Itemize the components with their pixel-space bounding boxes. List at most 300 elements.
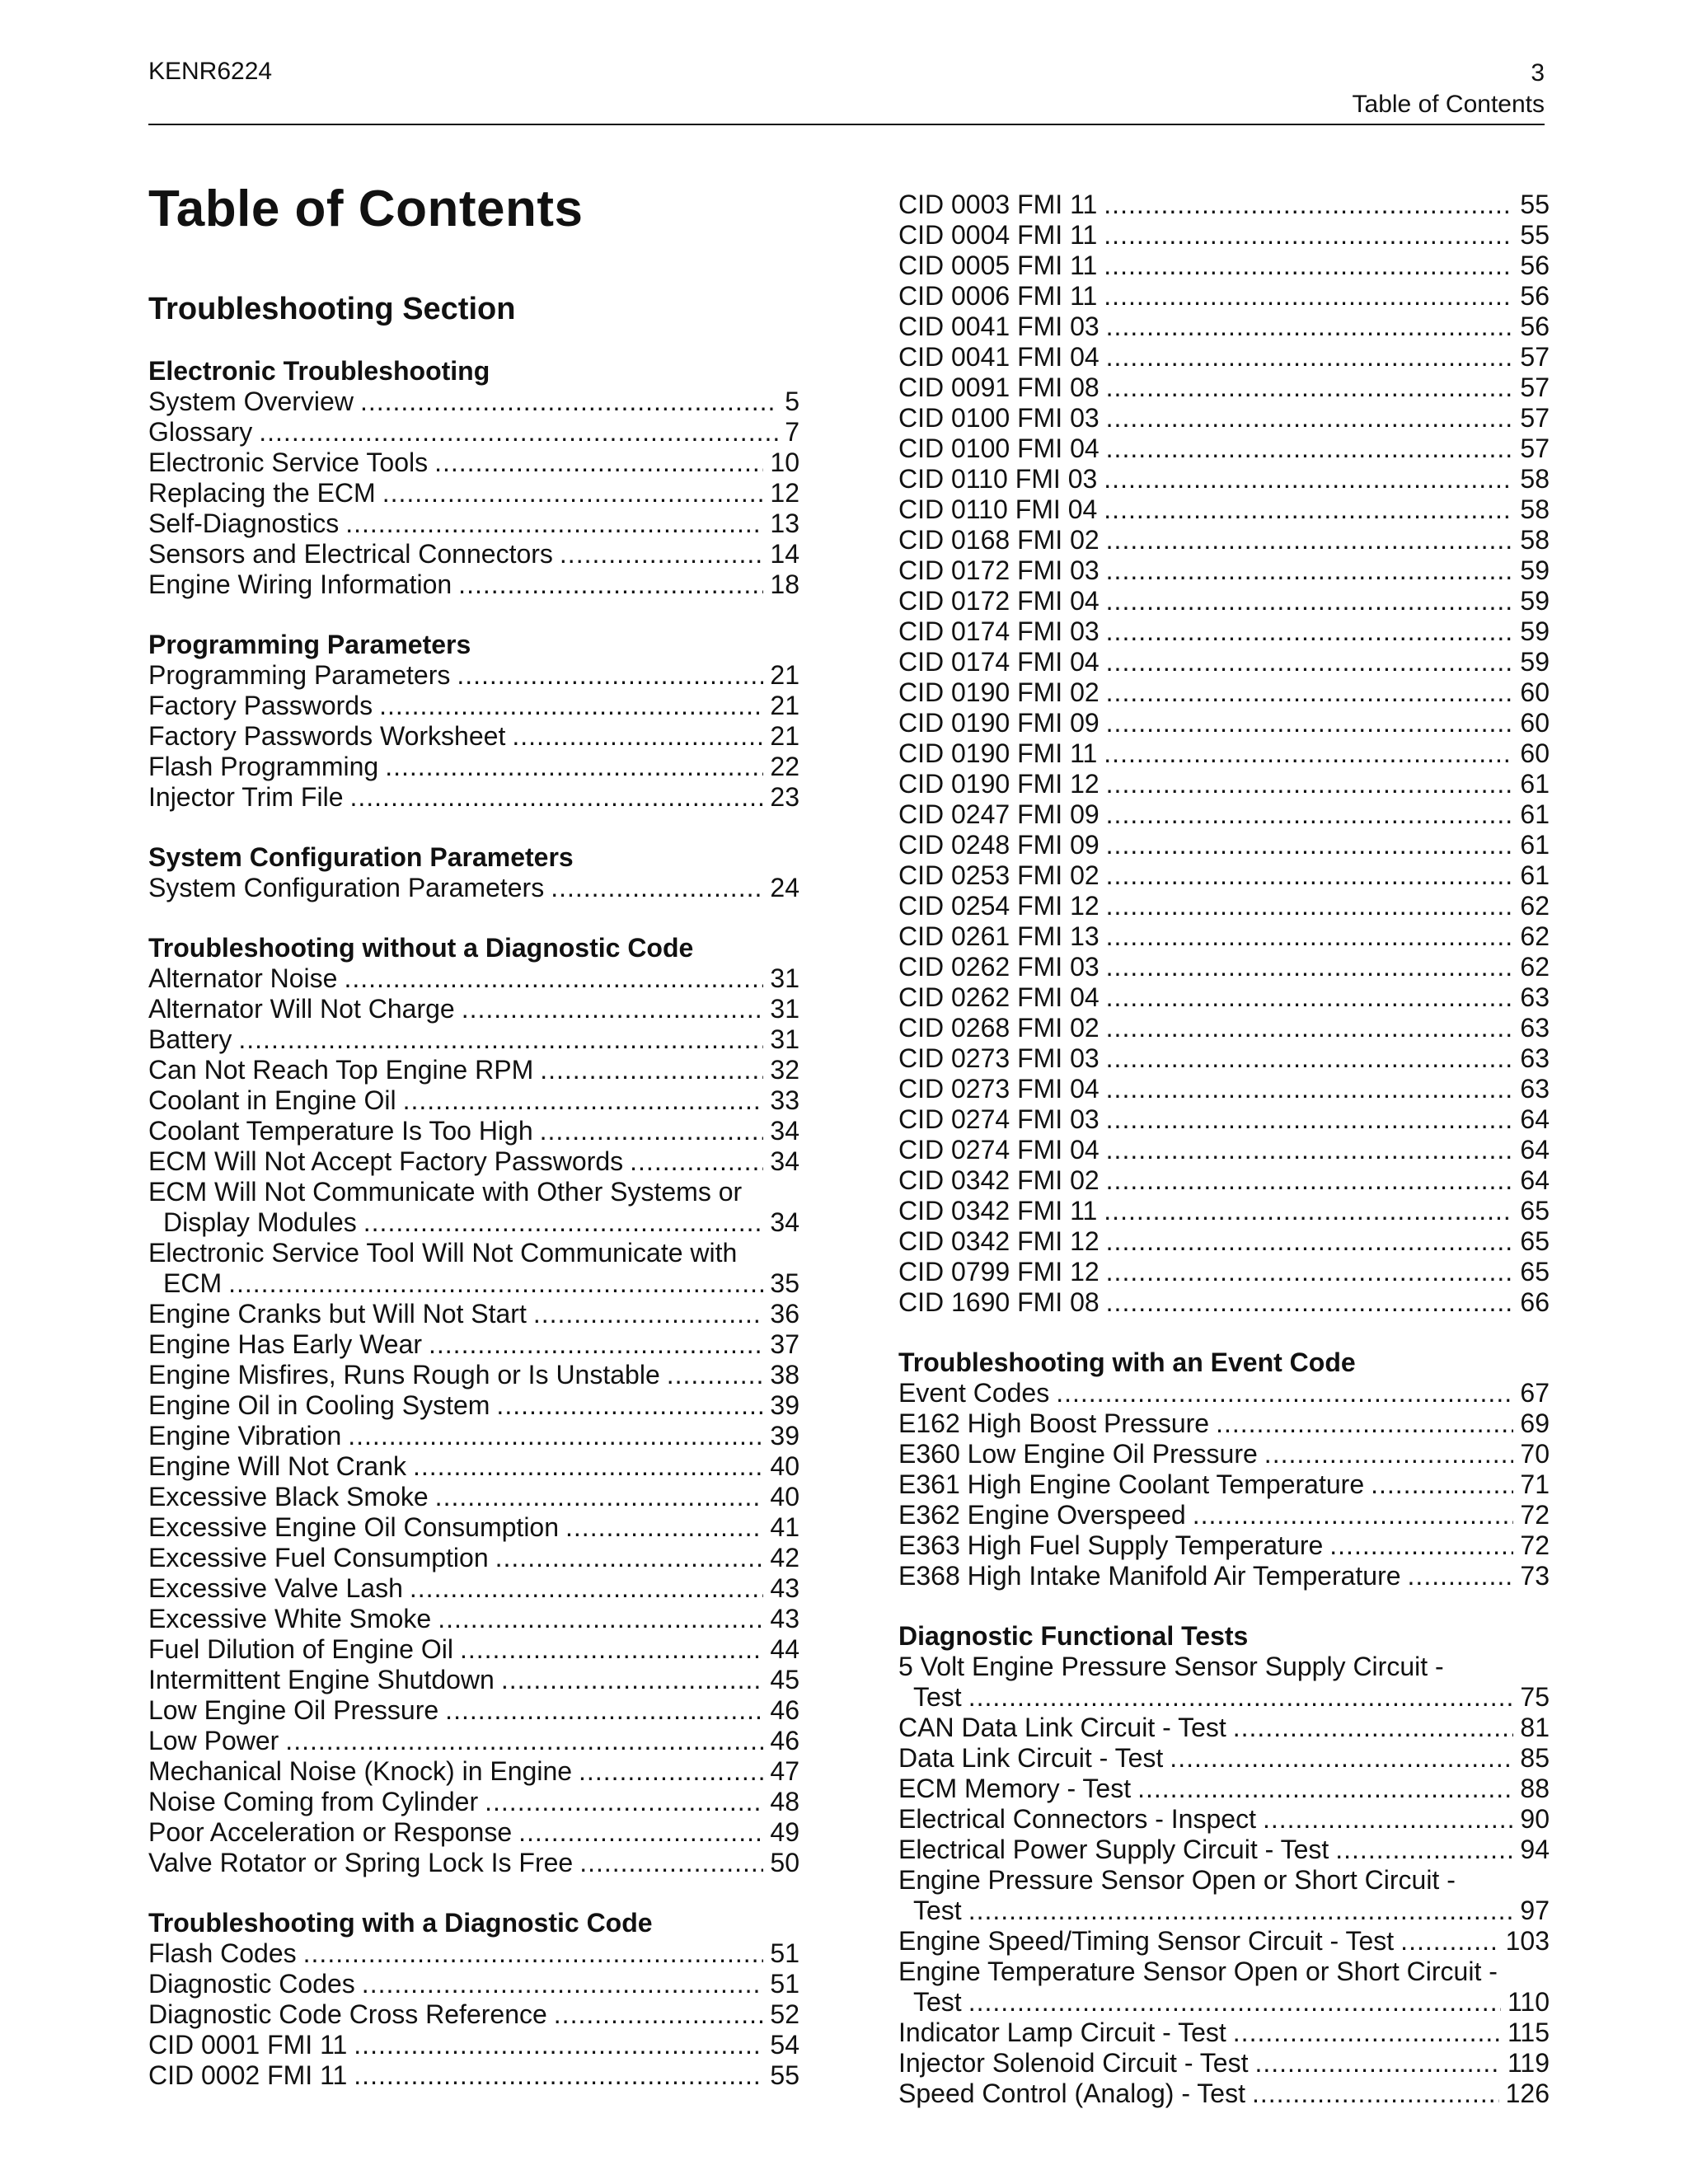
- dot-leader: [1106, 434, 1514, 464]
- page-header-right: [1353, 58, 1545, 120]
- toc-entry-title: CID 0342 FMI 12: [898, 1226, 1100, 1256]
- toc-page-number: 23: [770, 782, 799, 812]
- dot-leader: [1106, 769, 1514, 799]
- toc-page-number: 39: [770, 1421, 799, 1451]
- toc-entry: [148, 752, 799, 782]
- toc-entry: [148, 1207, 799, 1238]
- toc-entry-title: Injector Trim File: [148, 782, 344, 812]
- dot-leader: [1106, 830, 1514, 860]
- toc-entry: [148, 1969, 799, 1999]
- dot-leader: [354, 2030, 763, 2060]
- dot-leader: [1104, 738, 1513, 769]
- toc-entry-title: System Overview: [148, 387, 354, 416]
- toc-entry: [898, 1043, 1550, 1074]
- dot-leader: [1106, 860, 1514, 891]
- dot-leader: [238, 1024, 763, 1055]
- dot-leader: [1252, 2079, 1499, 2109]
- toc-page-number: 62: [1520, 952, 1550, 982]
- toc-entry-title: E363 High Fuel Supply Temperature: [898, 1530, 1324, 1560]
- toc-entry-title: CID 0342 FMI 11: [898, 1196, 1098, 1226]
- dot-leader: [1371, 1469, 1513, 1500]
- toc-entry-title: Test: [913, 1987, 962, 2017]
- toc-entry-title: Battery: [148, 1024, 232, 1054]
- dot-leader: [1104, 494, 1513, 525]
- dot-leader: [968, 1987, 1501, 2018]
- toc-page-number: 60: [1520, 708, 1550, 738]
- toc-entry: [148, 387, 799, 417]
- toc-page-number: 110: [1507, 1987, 1550, 2017]
- toc-page-number: 38: [770, 1360, 799, 1390]
- toc-entry-title: Display Modules: [163, 1207, 357, 1237]
- toc-entry: [898, 1439, 1550, 1469]
- toc-page-number: 88: [1520, 1774, 1550, 1803]
- toc-entry-title-line: ECM Will Not Communicate with Other Systems or: [148, 1177, 743, 1207]
- group-spacer: [898, 1318, 1550, 1347]
- dot-leader: [434, 448, 763, 478]
- toc-entry-title: Flash Programming: [148, 752, 379, 781]
- toc-entry: [148, 963, 799, 994]
- dot-leader: [501, 1665, 764, 1695]
- toc-entry-title: CID 0274 FMI 03: [898, 1104, 1100, 1134]
- dot-leader: [1106, 891, 1514, 921]
- toc-entry: [898, 1926, 1550, 1957]
- dot-leader: [1106, 799, 1514, 830]
- toc-page-number: 49: [770, 1817, 799, 1847]
- toc-entry: [898, 1835, 1550, 1865]
- toc-entry-title: Speed Control (Analog) - Test: [898, 2079, 1245, 2108]
- toc-entry: [898, 312, 1550, 342]
- toc-entry-title: CID 0247 FMI 09: [898, 799, 1100, 829]
- toc-entry: [898, 921, 1550, 952]
- toc-page-number: 34: [770, 1146, 799, 1176]
- toc-page-number: 50: [770, 1848, 799, 1877]
- toc-entry-title: Flash Codes: [148, 1938, 297, 1968]
- toc-entry: [148, 509, 799, 539]
- page-title: Table of Contents: [148, 180, 584, 237]
- toc-entry-title-line: Engine Pressure Sensor Open or Short Circuit -: [898, 1865, 1456, 1895]
- dot-leader: [495, 1543, 764, 1573]
- toc-entry: [898, 1257, 1550, 1287]
- dot-leader: [345, 509, 763, 539]
- dot-leader: [1106, 312, 1514, 342]
- toc-entry: [898, 1743, 1550, 1774]
- dot-leader: [1264, 1439, 1514, 1469]
- toc-entry-title: CID 0006 FMI 11: [898, 281, 1098, 311]
- toc-page-number: 59: [1520, 647, 1550, 677]
- toc-entry-title: CID 0003 FMI 11: [898, 190, 1098, 219]
- toc-page-number: 62: [1520, 891, 1550, 921]
- toc-entry-title: Factory Passwords Worksheet: [148, 721, 506, 751]
- toc-entry-title: Excessive Fuel Consumption: [148, 1543, 489, 1572]
- toc-entry-title: Self-Diagnostics: [148, 509, 340, 538]
- dot-leader: [1106, 403, 1514, 434]
- dot-leader: [1106, 1257, 1514, 1287]
- toc-page-number: 65: [1520, 1226, 1550, 1256]
- toc-entry-title: CID 0342 FMI 02: [898, 1165, 1100, 1195]
- toc-entry-title: Sensors and Electrical Connectors: [148, 539, 553, 569]
- toc-page-number: 56: [1520, 251, 1550, 280]
- toc-page-number: 64: [1520, 1165, 1550, 1195]
- toc-entry-title: CAN Data Link Circuit - Test: [898, 1713, 1226, 1742]
- toc-entry-title: CID 0172 FMI 04: [898, 586, 1100, 616]
- toc-entry: [148, 1817, 799, 1848]
- toc-entry-title: Excessive White Smoke: [148, 1604, 432, 1633]
- dot-leader: [1193, 1500, 1514, 1530]
- toc-entry-title: ECM Memory - Test: [898, 1774, 1132, 1803]
- dot-leader: [363, 1207, 764, 1238]
- toc-entry-title: CID 0174 FMI 04: [898, 647, 1100, 677]
- toc-entry-title: Electrical Connectors - Inspect: [898, 1804, 1256, 1834]
- toc-page-number: 37: [770, 1329, 799, 1359]
- toc-entry: [898, 220, 1550, 251]
- dot-leader: [385, 752, 763, 782]
- toc-page-number: 52: [770, 1999, 799, 2029]
- toc-entry-title: Low Power: [148, 1726, 279, 1755]
- toc-entry-title: Factory Passwords: [148, 691, 373, 720]
- toc-entry-title: Alternator Will Not Charge: [148, 994, 455, 1024]
- toc-page-number: 43: [770, 1573, 799, 1603]
- toc-page-number: 21: [770, 691, 799, 720]
- toc-page-number: 64: [1520, 1135, 1550, 1165]
- dot-leader: [554, 1999, 764, 2030]
- group-heading: Troubleshooting without a Diagnostic Code: [148, 933, 694, 963]
- dot-leader: [1233, 2018, 1501, 2048]
- group-heading: Electronic Troubleshooting: [148, 356, 490, 386]
- toc-page-number: 47: [770, 1756, 799, 1786]
- dot-leader: [379, 691, 763, 721]
- group-heading: Troubleshooting with a Diagnostic Code: [148, 1908, 653, 1938]
- toc-entry-title: CID 0110 FMI 03: [898, 464, 1098, 494]
- dot-leader: [1106, 1013, 1514, 1043]
- toc-entry: [148, 478, 799, 509]
- toc-entry-title: ECM Will Not Accept Factory Passwords: [148, 1146, 624, 1176]
- toc-page-number: 67: [1520, 1378, 1550, 1408]
- dot-leader: [360, 387, 778, 417]
- toc-entry: [898, 494, 1550, 525]
- toc-entry-title: CID 0091 FMI 08: [898, 373, 1100, 402]
- toc-page-number: 56: [1520, 312, 1550, 341]
- toc-entry: [898, 738, 1550, 769]
- toc-entry: [898, 1804, 1550, 1835]
- toc-page-number: 73: [1520, 1561, 1550, 1591]
- toc-entry: [148, 1695, 799, 1726]
- toc-entry-title: Test: [913, 1682, 962, 1712]
- toc-entry: [898, 464, 1550, 494]
- dot-leader: [303, 1938, 764, 1969]
- dot-leader: [1106, 1287, 1514, 1318]
- toc-entry: [148, 1482, 799, 1512]
- toc-entry-title: Low Engine Oil Pressure: [148, 1695, 439, 1725]
- toc-page-number: 7: [785, 417, 799, 447]
- dot-leader: [1233, 1713, 1514, 1743]
- dot-leader: [1106, 708, 1514, 738]
- toc-entry: [148, 873, 799, 903]
- toc-page-number: 12: [770, 478, 799, 508]
- dot-leader: [1254, 2048, 1501, 2079]
- toc-entry-title-line: Electronic Service Tool Will Not Communicate with: [148, 1238, 738, 1268]
- document-id: KENR6224: [148, 58, 273, 85]
- toc-entry-title: Mechanical Noise (Knock) in Engine: [148, 1756, 573, 1786]
- toc-entry: [148, 1085, 799, 1116]
- toc-column-left: [148, 356, 799, 2091]
- toc-entry-title: Programming Parameters: [148, 660, 451, 690]
- toc-entry: [898, 1896, 1550, 1926]
- toc-entry-title: CID 0274 FMI 04: [898, 1135, 1100, 1165]
- dot-leader: [1106, 1226, 1514, 1257]
- group-heading: Troubleshooting with an Event Code: [898, 1347, 1356, 1377]
- dot-leader: [1106, 1043, 1514, 1074]
- toc-page-number: 63: [1520, 982, 1550, 1012]
- toc-page-number: 59: [1520, 586, 1550, 616]
- toc-entry-title: Engine Has Early Wear: [148, 1329, 422, 1359]
- toc-entry-title: CID 0005 FMI 11: [898, 251, 1098, 280]
- toc-page-number: 44: [770, 1634, 799, 1664]
- group-heading: System Configuration Parameters: [148, 842, 574, 872]
- toc-entry: [148, 2030, 799, 2060]
- toc-page-number: 48: [770, 1787, 799, 1816]
- toc-page-number: 61: [1520, 799, 1550, 829]
- dot-leader: [1137, 1774, 1513, 1804]
- toc-page-number: 46: [770, 1726, 799, 1755]
- toc-entry-title: Glossary: [148, 417, 253, 447]
- toc-entry-title: Data Link Circuit - Test: [898, 1743, 1164, 1773]
- toc-page-number: 115: [1507, 2018, 1550, 2047]
- toc-page-number: 119: [1507, 2048, 1550, 2078]
- dot-leader: [445, 1695, 763, 1726]
- dot-leader: [1056, 1378, 1513, 1408]
- toc-entry-title: Engine Wiring Information: [148, 569, 452, 599]
- toc-entry: [148, 569, 799, 600]
- toc-page-number: 51: [770, 1938, 799, 1968]
- toc-entry-title: CID 0253 FMI 02: [898, 860, 1100, 890]
- toc-entry-title: Intermittent Engine Shutdown: [148, 1665, 495, 1694]
- toc-page-number: 32: [770, 1055, 799, 1085]
- dot-leader: [403, 1085, 764, 1116]
- toc-entry: [898, 1378, 1550, 1408]
- toc-entry: [148, 1634, 799, 1665]
- toc-entry-title: Alternator Noise: [148, 963, 338, 993]
- toc-entry-title: CID 0041 FMI 03: [898, 312, 1100, 341]
- dot-leader: [413, 1451, 763, 1482]
- toc-entry-title: Excessive Engine Oil Consumption: [148, 1512, 560, 1542]
- dot-leader: [1106, 921, 1514, 952]
- toc-page-number: 39: [770, 1390, 799, 1420]
- toc-entry-title: Fuel Dilution of Engine Oil: [148, 1634, 453, 1664]
- toc-entry-title: CID 0254 FMI 12: [898, 891, 1100, 921]
- toc-entry: [898, 799, 1550, 830]
- toc-entry: [898, 1774, 1550, 1804]
- toc-entry-title: Valve Rotator or Spring Lock Is Free: [148, 1848, 574, 1877]
- toc-entry-title: Engine Cranks but Will Not Start: [148, 1299, 527, 1329]
- dot-leader: [1104, 464, 1513, 494]
- dot-leader: [458, 569, 763, 600]
- toc-entry: [898, 251, 1550, 281]
- toc-entry-title: ECM: [163, 1268, 223, 1298]
- toc-entry-title: Indicator Lamp Circuit - Test: [898, 2018, 1226, 2047]
- toc-entry-title: E360 Low Engine Oil Pressure: [898, 1439, 1258, 1469]
- toc-page-number: 55: [1520, 220, 1550, 250]
- toc-entry: [148, 1999, 799, 2030]
- toc-entry: [148, 539, 799, 569]
- dot-leader: [429, 1329, 763, 1360]
- toc-entry: [898, 982, 1550, 1013]
- page-number: 3: [1531, 59, 1545, 87]
- toc-page-number: 58: [1520, 494, 1550, 524]
- toc-page-number: 36: [770, 1299, 799, 1329]
- toc-page-number: 61: [1520, 769, 1550, 799]
- dot-leader: [1329, 1530, 1513, 1561]
- toc-page-number: 85: [1520, 1743, 1550, 1773]
- toc-page-number: 54: [770, 2030, 799, 2060]
- toc-page-number: 65: [1520, 1257, 1550, 1286]
- toc-entry: [898, 373, 1550, 403]
- toc-entry: [898, 1135, 1550, 1165]
- toc-entry-title: Electronic Service Tools: [148, 448, 429, 477]
- dot-leader: [1216, 1408, 1513, 1439]
- toc-entry-title: Coolant in Engine Oil: [148, 1085, 396, 1115]
- toc-entry: [898, 1226, 1550, 1257]
- dot-leader: [667, 1360, 764, 1390]
- toc-page-number: 59: [1520, 616, 1550, 646]
- toc-entry-title: CID 0001 FMI 11: [148, 2030, 348, 2060]
- dot-leader: [540, 1055, 763, 1085]
- toc-page-number: 35: [770, 1268, 799, 1298]
- toc-entry: [898, 1530, 1550, 1561]
- toc-entry-title: CID 0273 FMI 04: [898, 1074, 1100, 1104]
- toc-entry-title: CID 0174 FMI 03: [898, 616, 1100, 646]
- dot-leader: [485, 1787, 763, 1817]
- toc-entry: [148, 782, 799, 813]
- toc-page-number: 97: [1520, 1896, 1550, 1925]
- toc-entry-title: Poor Acceleration or Response: [148, 1817, 513, 1847]
- toc-entry: [148, 1726, 799, 1756]
- toc-entry-title: CID 0168 FMI 02: [898, 525, 1100, 555]
- toc-entry-title: Coolant Temperature Is Too High: [148, 1116, 533, 1146]
- toc-entry-title: Diagnostic Code Cross Reference: [148, 1999, 547, 2029]
- dot-leader: [579, 1848, 763, 1878]
- dot-leader: [1106, 342, 1514, 373]
- toc-entry: [148, 1512, 799, 1543]
- toc-page-number: 31: [770, 1024, 799, 1054]
- toc-entry: [898, 1713, 1550, 1743]
- toc-entry-title: Replacing the ECM: [148, 478, 376, 508]
- dot-leader: [496, 1390, 763, 1421]
- toc-entry-title: CID 0190 FMI 12: [898, 769, 1100, 799]
- toc-page-number: 63: [1520, 1013, 1550, 1043]
- dot-leader: [362, 1969, 764, 1999]
- toc-entry-title: CID 0004 FMI 11: [898, 220, 1098, 250]
- dot-leader: [410, 1573, 764, 1604]
- toc-entry: [148, 448, 799, 478]
- toc-entry-title: CID 0100 FMI 04: [898, 434, 1100, 463]
- toc-page-number: 43: [770, 1604, 799, 1633]
- toc-page-number: 61: [1520, 860, 1550, 890]
- toc-entry-title: CID 0273 FMI 03: [898, 1043, 1100, 1073]
- toc-entry: [148, 1055, 799, 1085]
- dot-leader: [1400, 1926, 1498, 1957]
- toc-entry: [148, 660, 799, 691]
- toc-page-number: 21: [770, 721, 799, 751]
- toc-entry: [898, 434, 1550, 464]
- dot-leader: [1106, 1135, 1514, 1165]
- toc-entry: [148, 1360, 799, 1390]
- toc-entry: [898, 2079, 1550, 2109]
- toc-entry: [898, 586, 1550, 616]
- toc-entry: [148, 1299, 799, 1329]
- toc-entry: [148, 1116, 799, 1146]
- dot-leader: [1106, 525, 1514, 555]
- toc-entry-title: CID 0190 FMI 09: [898, 708, 1100, 738]
- toc-entry-title: Engine Vibration: [148, 1421, 342, 1451]
- dot-leader: [560, 539, 764, 569]
- toc-entry-title: CID 0262 FMI 04: [898, 982, 1100, 1012]
- toc-page-number: 58: [1520, 464, 1550, 494]
- dot-leader: [348, 1421, 763, 1451]
- toc-entry: [148, 1665, 799, 1695]
- toc-entry-title: E368 High Intake Manifold Air Temperature: [898, 1561, 1401, 1591]
- toc-entry: [898, 616, 1550, 647]
- toc-entry: [898, 1104, 1550, 1135]
- dot-leader: [460, 1634, 763, 1665]
- toc-page-number: 22: [770, 752, 799, 781]
- dot-leader: [259, 417, 778, 448]
- toc-page-number: 63: [1520, 1043, 1550, 1073]
- dot-leader: [1104, 1196, 1513, 1226]
- toc-entry: [148, 2060, 799, 2091]
- toc-entry-title: E361 High Engine Coolant Temperature: [898, 1469, 1365, 1499]
- toc-page-number: 94: [1520, 1835, 1550, 1864]
- toc-entry-title: Noise Coming from Cylinder: [148, 1787, 479, 1816]
- dot-leader: [1263, 1804, 1513, 1835]
- toc-page-number: 31: [770, 963, 799, 993]
- dot-leader: [1106, 982, 1514, 1013]
- toc-page-number: 21: [770, 660, 799, 690]
- toc-entry-title: CID 0002 FMI 11: [148, 2060, 348, 2090]
- toc-entry: [898, 342, 1550, 373]
- toc-entry-title: CID 0261 FMI 13: [898, 921, 1100, 951]
- toc-page-number: 41: [770, 1512, 799, 1542]
- toc-page-number: 60: [1520, 677, 1550, 707]
- dot-leader: [1106, 1104, 1514, 1135]
- toc-entry-title: Engine Oil in Cooling System: [148, 1390, 490, 1420]
- toc-entry-title: Engine Misfires, Runs Rough or Is Unstable: [148, 1360, 660, 1390]
- toc-page-number: 90: [1520, 1804, 1550, 1834]
- dot-leader: [540, 1116, 764, 1146]
- toc-entry: [148, 721, 799, 752]
- toc-entry-title: CID 0268 FMI 02: [898, 1013, 1100, 1043]
- dot-leader: [344, 963, 763, 994]
- toc-page-number: 18: [770, 569, 799, 599]
- dot-leader: [1106, 1165, 1514, 1196]
- toc-page-number: 57: [1520, 434, 1550, 463]
- toc-entry: [898, 891, 1550, 921]
- section-title: Troubleshooting Section: [148, 292, 516, 326]
- toc-entry-title: CID 0041 FMI 04: [898, 342, 1100, 372]
- toc-entry: [148, 1938, 799, 1969]
- toc-page-number: 31: [770, 994, 799, 1024]
- dot-leader: [1104, 251, 1513, 281]
- toc-entry: [898, 1013, 1550, 1043]
- toc-page-number: 45: [770, 1665, 799, 1694]
- toc-entry-title: Excessive Valve Lash: [148, 1573, 403, 1603]
- toc-entry: [898, 860, 1550, 891]
- toc-page-number: 55: [1520, 190, 1550, 219]
- toc-entry: [898, 403, 1550, 434]
- toc-page-number: 63: [1520, 1074, 1550, 1104]
- toc-entry-title: Engine Speed/Timing Sensor Circuit - Test: [898, 1926, 1395, 1956]
- group-spacer: [148, 600, 799, 630]
- toc-entry: [148, 1329, 799, 1360]
